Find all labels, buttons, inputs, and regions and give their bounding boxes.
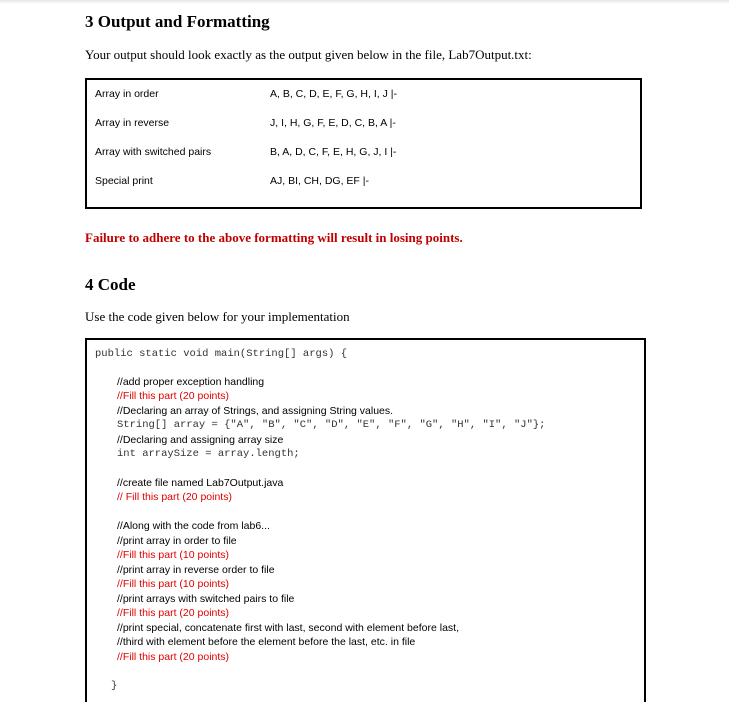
output-label-in-order: Array in order (95, 88, 159, 100)
code-fill-note: // Fill this part (20 points) (117, 491, 232, 503)
output-label-switched: Array with switched pairs (95, 146, 212, 158)
code-comment-print-special-cont: //third with element before the element before the last, etc. in file (117, 636, 416, 648)
section-4-heading: 4 Code (85, 275, 136, 294)
section-3-heading: 3 Output and Formatting (85, 12, 270, 31)
code-comment-print-special: //print special, concatenate first with last, second with element before last, (117, 622, 460, 634)
code-comment-print-switched: //print arrays with switched pairs to file (117, 593, 295, 605)
sample-output-box (85, 78, 642, 209)
code-comment-array-size: //Declaring and assigning array size (117, 434, 284, 446)
code-array-declaration: String[] array = {"A", "B", "C", "D", "E", "F", "G", "H", "I", "J"}; (117, 419, 546, 431)
code-comment-create-file: //create file named Lab7Output.java (117, 477, 284, 489)
code-comment-exception: //add proper exception handling (117, 376, 265, 388)
section-3-intro: Your output should look exactly as the output given below in the file, Lab7Output.txt: (85, 47, 532, 62)
code-comment-print-order: //print array in order to file (117, 535, 237, 547)
code-fill-note: //Fill this part (20 points) (117, 390, 230, 402)
code-closing-brace: } (111, 680, 118, 692)
page-top-edge (0, 0, 729, 4)
output-label-special: Special print (95, 175, 153, 187)
output-value-switched: B, A, D, C, F, E, H, G, J, I |- (270, 146, 397, 158)
code-comment-print-reverse: //print array in reverse order to file (117, 564, 275, 576)
section-4-intro: Use the code given below for your implementation (85, 309, 350, 324)
code-listing-box (85, 338, 646, 702)
code-main-signature: public static void main(String[] args) { (95, 348, 348, 360)
code-fill-note: //Fill this part (20 points) (117, 651, 230, 663)
code-fill-note: //Fill this part (10 points) (117, 549, 230, 561)
formatting-warning: Failure to adhere to the above formatting will result in losing points. (85, 230, 463, 245)
output-label-reverse: Array in reverse (95, 117, 170, 129)
code-fill-note: //Fill this part (10 points) (117, 578, 230, 590)
output-value-reverse: J, I, H, G, F, E, D, C, B, A |- (270, 117, 396, 129)
code-fill-note: //Fill this part (20 points) (117, 607, 230, 619)
code-comment-declare-array: //Declaring an array of Strings, and assigning String values. (117, 405, 394, 417)
code-comment-lab6: //Along with the code from lab6... (117, 520, 270, 532)
code-array-size: int arraySize = array.length; (117, 448, 300, 460)
output-value-in-order: A, B, C, D, E, F, G, H, I, J |- (270, 88, 397, 100)
output-value-special: AJ, BI, CH, DG, EF |- (270, 175, 369, 187)
